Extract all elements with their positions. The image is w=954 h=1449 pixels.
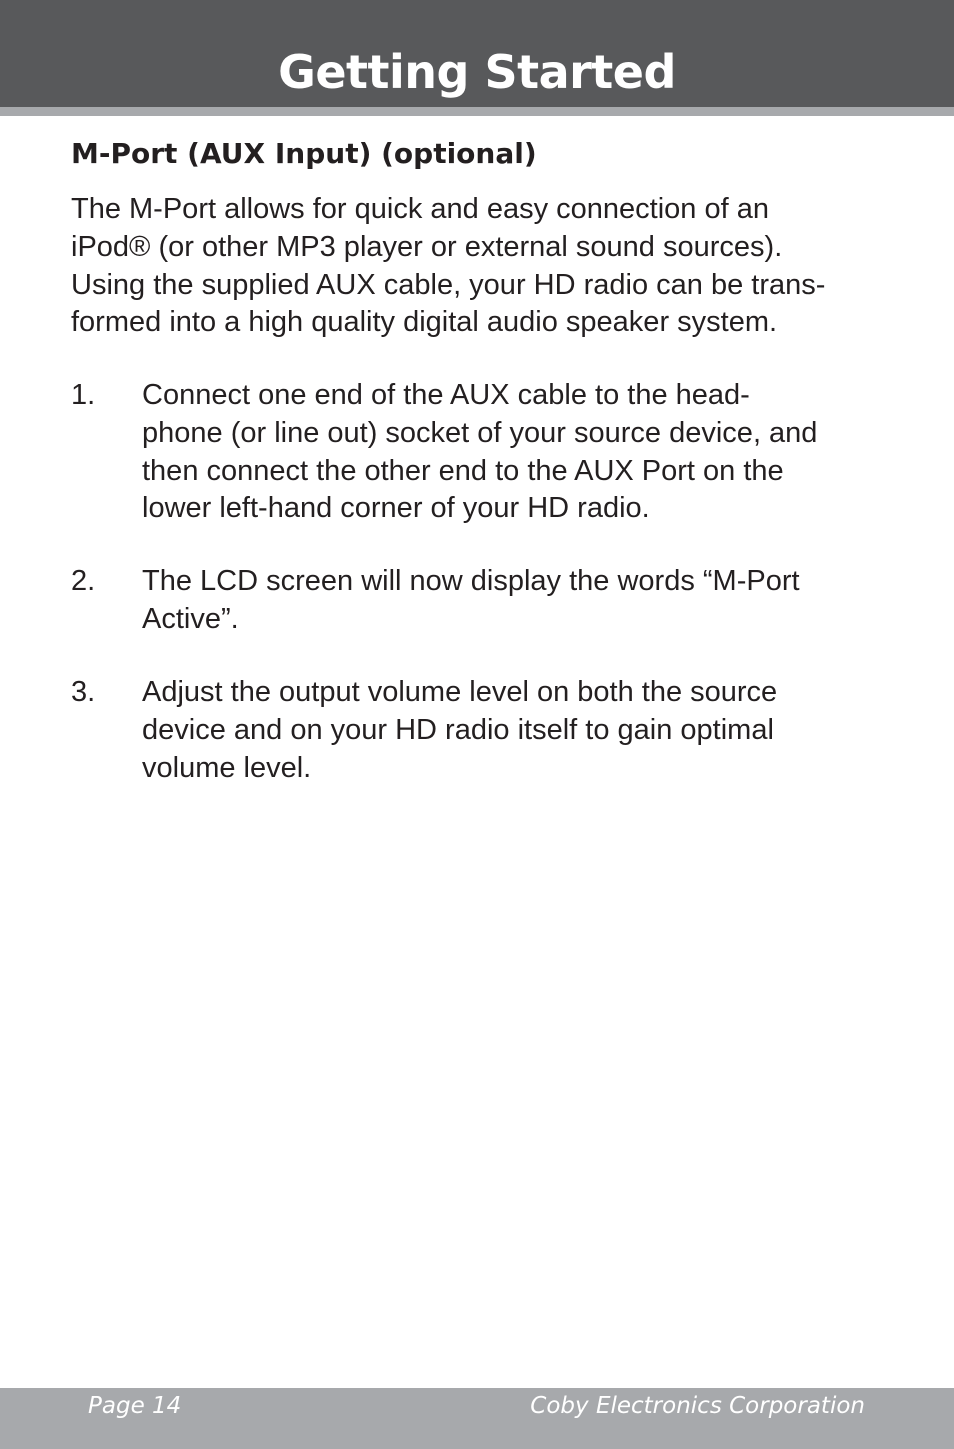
page-number: Page 14 bbox=[88, 1393, 182, 1419]
intro-line: Using the supplied AUX cable, your HD radio can be trans- bbox=[71, 268, 826, 301]
step-number: 1. bbox=[71, 379, 96, 411]
step-line: device and on your HD radio itself to gain optimal bbox=[142, 713, 774, 746]
step-line: then connect the other end to the AUX Port on the bbox=[142, 454, 784, 487]
intro-line: formed into a high quality digital audio speaker system. bbox=[71, 306, 778, 339]
step-line: phone (or line out) socket of your source device, and bbox=[142, 416, 818, 449]
step-number: 3. bbox=[71, 676, 96, 708]
step-line: Active”. bbox=[142, 602, 239, 635]
intro-line: iPod® (or other MP3 player or external sound sources). bbox=[71, 230, 783, 263]
company-name: Coby Electronics Corporation bbox=[530, 1393, 865, 1419]
step-text bbox=[142, 377, 902, 528]
step-text bbox=[142, 674, 902, 787]
step-line: volume level. bbox=[142, 751, 312, 784]
intro-paragraph bbox=[71, 191, 901, 342]
intro-line: The M-Port allows for quick and easy connection of an bbox=[71, 193, 769, 225]
step-text bbox=[142, 563, 902, 639]
step-line: Adjust the output volume level on both the source bbox=[142, 676, 778, 708]
header-divider bbox=[0, 107, 954, 116]
section-heading: M-Port (AUX Input) (optional) bbox=[71, 137, 537, 170]
page-title: Getting Started bbox=[278, 45, 676, 99]
step-number: 2. bbox=[71, 565, 96, 597]
step-line: lower left-hand corner of your HD radio. bbox=[142, 492, 650, 525]
step-line: Connect one end of the AUX cable to the head- bbox=[142, 379, 750, 411]
step-line: The LCD screen will now display the words “M-Port bbox=[142, 565, 800, 597]
